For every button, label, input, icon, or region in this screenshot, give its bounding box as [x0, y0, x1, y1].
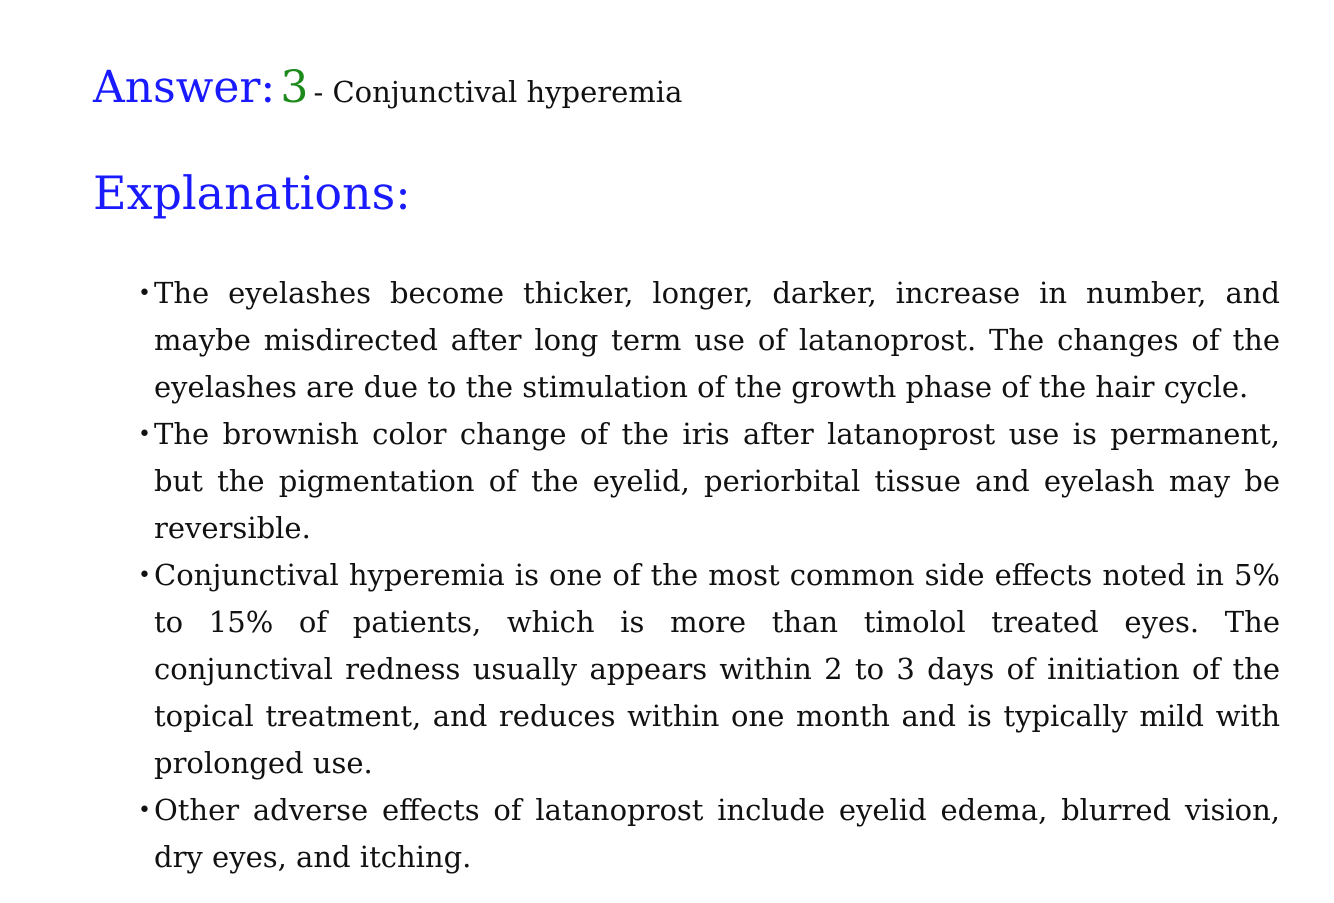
list-item	[138, 552, 1280, 787]
answer-number: 3	[280, 62, 309, 113]
explanation-list	[138, 270, 1280, 881]
list-item-text: Other adverse effects of latanoprost include eyelid edema, blurred vision, dry eyes, and itching.	[154, 793, 1280, 874]
bullet-icon: •	[138, 281, 151, 306]
list-item	[138, 270, 1280, 411]
answer-text: - Conjunctival hyperemia	[313, 75, 683, 109]
list-item-text: The eyelashes become thicker, longer, darker, increase in number, and maybe misdirected after long term use of latanoprost. The changes of the eyelashes are due to the stimulation of the growth phase of the hair cycle.	[154, 276, 1280, 404]
explanations-heading: Explanations:	[93, 166, 411, 220]
answer-label: Answer:	[93, 62, 276, 113]
answer-line	[93, 58, 682, 127]
bullet-icon: •	[138, 563, 151, 588]
list-item-text: The brownish color change of the iris after latanoprost use is permanent, but the pigmentation of the eyelid, periorbital tissue and eyelash may be reversible.	[154, 417, 1280, 545]
list-item	[138, 787, 1280, 881]
bullet-icon: •	[138, 798, 151, 823]
bullet-icon: •	[138, 422, 151, 447]
list-item-text: Conjunctival hyperemia is one of the most common side effects noted in 5% to 15% of patients, which is more than timolol treated eyes. The conjunctival redness usually appears within 2 to 3 days of initiation of the topical treatment, and reduces within one month and is typically mild with prolonged use.	[154, 558, 1280, 780]
list-item	[138, 411, 1280, 552]
